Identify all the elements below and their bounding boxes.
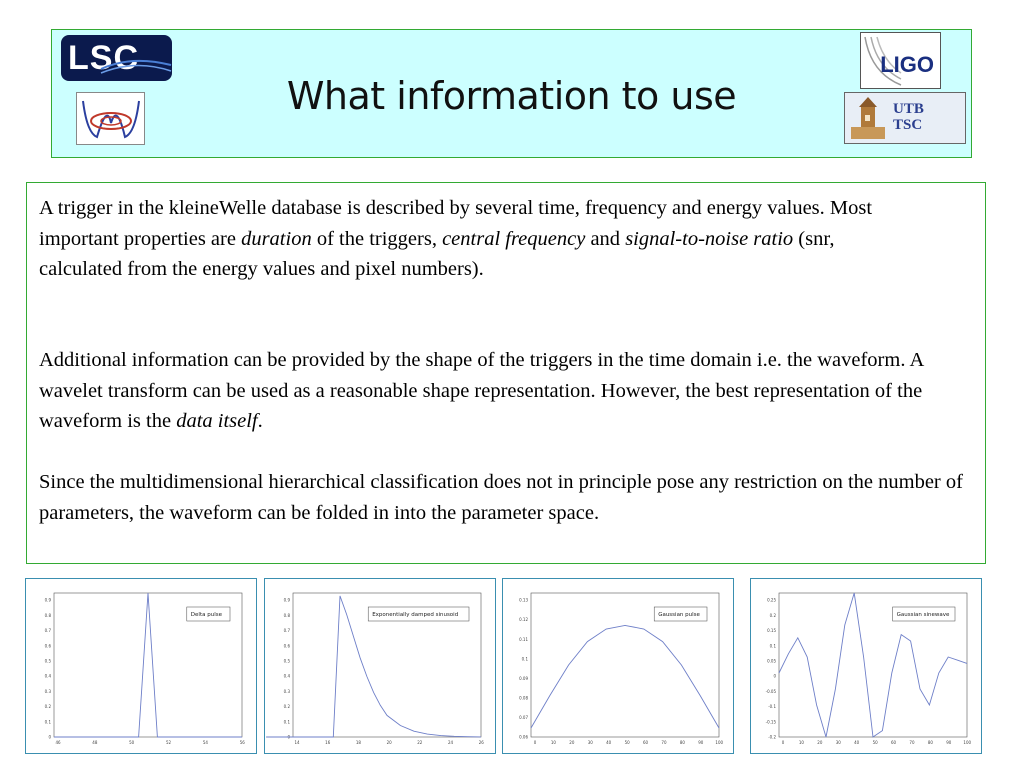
paragraph-1: [39, 193, 879, 285]
y-tick-label: 0.8: [44, 612, 51, 618]
y-tick-label: 0.1: [521, 656, 528, 662]
y-tick-label: 0: [48, 734, 51, 740]
chart-svg: [751, 579, 981, 753]
x-tick-label: 26: [478, 740, 484, 745]
y-tick-label: 0: [773, 673, 776, 679]
emphasis-text: central frequency: [442, 227, 586, 250]
x-tick-label: 90: [698, 740, 704, 745]
x-tick-label: 30: [587, 740, 593, 745]
y-tick-label: 0.07: [519, 714, 528, 720]
y-tick-label: 0.11: [519, 636, 528, 642]
x-tick-label: 20: [817, 740, 823, 745]
x-tick-label: 60: [642, 740, 649, 745]
x-tick-label: 16: [325, 740, 331, 745]
body-text: and: [585, 227, 626, 250]
y-tick-label: 0.13: [519, 597, 528, 603]
page-title: What information to use: [286, 74, 737, 118]
x-tick-label: 48: [92, 740, 98, 745]
body-text: Since the multidimensional hierarchical classification does not in principle pose any restriction on the number of parameters, the waveform can be folded in into the parameter space.: [39, 471, 963, 524]
gaussian-sinewave-plot: [750, 578, 982, 754]
y-tick-label: 0.1: [769, 643, 776, 649]
x-tick-label: 0: [781, 740, 785, 745]
y-tick-label: 0.08: [519, 695, 528, 701]
y-tick-label: 0: [287, 734, 290, 740]
paragraph-2: [39, 345, 974, 437]
body-text: (snr, calculated from the energy values and pixel numbers).: [39, 227, 835, 280]
y-tick-label: 0.1: [283, 719, 290, 725]
x-tick-label: 18: [355, 740, 361, 745]
y-tick-label: 0.5: [44, 658, 51, 664]
body-text: A trigger in the kleineWelle database is described by several time, frequency and energy values. Most important properties are: [39, 197, 873, 250]
y-tick-label: 0.6: [283, 643, 290, 649]
x-tick-label: 20: [386, 740, 392, 745]
emphasis-text: duration: [241, 227, 312, 250]
y-tick-label: 0.9: [44, 597, 51, 603]
ligo-logo: [860, 32, 941, 89]
x-tick-label: 50: [624, 740, 630, 745]
x-tick-label: 56: [239, 740, 245, 745]
y-tick-label: 0.25: [767, 597, 776, 603]
x-tick-label: 10: [550, 740, 556, 745]
y-tick-label: 0.2: [44, 704, 51, 710]
x-tick-label: 46: [55, 740, 61, 745]
emphasis-text: data itself: [176, 410, 258, 432]
content-box: [26, 182, 986, 564]
y-tick-label: 0.5: [283, 658, 290, 664]
y-tick-label: 0.05: [767, 658, 776, 664]
x-tick-label: 54: [202, 740, 208, 745]
x-tick-label: 0: [533, 740, 537, 745]
x-tick-label: 30: [835, 740, 841, 745]
y-tick-label: -0.2: [768, 734, 776, 740]
chart-svg: [26, 579, 256, 753]
lsc-logo-text: LSC: [68, 39, 139, 77]
y-tick-label: 0.06: [519, 734, 528, 740]
x-tick-label: 100: [963, 740, 972, 745]
y-tick-label: 0.2: [283, 704, 290, 710]
emphasis-text: signal-to-noise ratio: [625, 227, 794, 250]
x-tick-label: 24: [447, 740, 454, 745]
legend-label: Exponentially damped sinusoid: [372, 612, 459, 618]
body-text: of the triggers,: [311, 227, 443, 250]
body-text: .: [257, 410, 263, 432]
chart-svg: [265, 579, 495, 753]
x-tick-label: 52: [165, 740, 172, 745]
x-tick-label: 100: [715, 740, 724, 745]
y-tick-label: 0.3: [283, 688, 290, 694]
legend-label: Gaussian pulse: [658, 612, 700, 618]
utb-text: UTB: [893, 101, 924, 117]
y-tick-label: 0.2: [769, 612, 776, 618]
body-text: Additional information can be provided by the shape of the triggers in the time domain i.e. the waveform. A wavelet transform can be used as a reasonable shape representation. However, the best representation of the waveform is the: [39, 349, 924, 432]
x-tick-label: 40: [854, 740, 860, 745]
x-tick-label: 40: [606, 740, 612, 745]
chart-svg: [503, 579, 733, 753]
gaussian-pulse-plot: [502, 578, 734, 754]
y-tick-label: -0.1: [768, 704, 776, 710]
y-tick-label: -0.15: [765, 719, 776, 725]
y-tick-label: 0.4: [44, 673, 51, 679]
y-tick-label: 0.09: [519, 675, 528, 681]
y-tick-label: 0.7: [283, 628, 290, 634]
title-banner: [51, 29, 972, 158]
x-tick-label: 70: [661, 740, 667, 745]
damped-sinusoid-plot: [264, 578, 496, 754]
y-tick-label: 0.4: [283, 673, 290, 679]
x-tick-label: 60: [890, 740, 897, 745]
y-tick-label: 0.12: [519, 617, 528, 623]
ligo-logo-text: LIGO: [880, 52, 934, 77]
y-tick-label: -0.05: [765, 688, 776, 694]
y-tick-label: 0.8: [283, 612, 290, 618]
x-tick-label: 14: [294, 740, 300, 745]
utb-tsc-logo: [844, 92, 966, 144]
legend-label: Gaussian sinewave: [896, 612, 950, 618]
y-tick-label: 0.3: [44, 688, 51, 694]
x-tick-label: 80: [679, 740, 685, 745]
y-tick-label: 0.7: [44, 628, 51, 634]
y-tick-label: 0.1: [44, 719, 51, 725]
x-tick-label: 20: [569, 740, 575, 745]
x-tick-label: 70: [909, 740, 915, 745]
y-tick-label: 0.9: [283, 597, 290, 603]
x-tick-label: 22: [417, 740, 423, 745]
tsc-text: TSC: [893, 117, 923, 133]
x-tick-label: 90: [946, 740, 952, 745]
y-tick-label: 0.6: [44, 643, 51, 649]
x-tick-label: 80: [927, 740, 933, 745]
x-tick-label: 50: [129, 740, 135, 745]
delta-pulse-plot: [25, 578, 257, 754]
x-tick-label: 50: [872, 740, 878, 745]
y-tick-label: 0.15: [767, 628, 776, 634]
x-tick-label: 10: [798, 740, 804, 745]
legend-label: Delta pulse: [190, 612, 222, 618]
paragraph-3: [39, 467, 974, 528]
